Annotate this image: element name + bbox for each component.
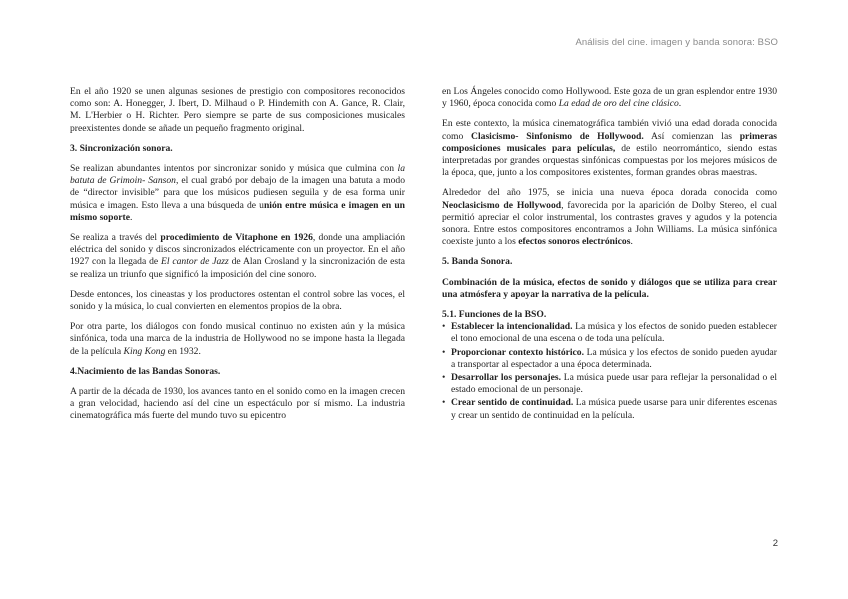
paragraph-classicism: En este contexto, la música cinematográfica también vivió una edad dorada conocida como Clasicismo- Sinfonismo de Hollywood. Así comienzan las primeras composiciones musicales para películas, de estilo neorromántico, siendo estas interpretadas por grandes orquestas sinfónicas compuestas por los mejores músicos de la época, que, junto a los compositores existentes, forman grandes obras maestras.: [442, 118, 778, 179]
page-number: 2: [772, 538, 778, 549]
list-item: • Crear sentido de continuidad. La música puede usarse para unir diferentes escenas y crear un sentido de continuidad en la película.: [442, 397, 777, 421]
bullet-icon: •: [442, 321, 446, 333]
section-heading-soundtrack: 5. Banda Sonora.: [442, 256, 513, 268]
bullet-icon: •: [442, 346, 446, 358]
paragraph-dialogues: Por otra parte, los diálogos con fondo musical continuo no existen aún y la música sinfónica, toda una marca de la industria de Hollywood no se impone hasta la llegada de la película King Kong en 1932.: [70, 321, 405, 357]
left-column: [70, 86, 405, 431]
section-heading-sync: 3. Sincronización sonora.: [70, 142, 173, 154]
list-item: • Desarrollar los personajes. La música puede usar para reflejar la personalidad o el estado emocional de un personaje.: [442, 372, 777, 396]
functions-list: [442, 321, 777, 422]
paragraph-hollywood: en Los Ángeles conocido como Hollywood. Este goza de un gran esplendor entre 1930 y 1960, época conocida como La edad de oro del cine clásico.: [442, 86, 777, 110]
paragraph-composers: En el año 1920 se unen algunas sesiones de prestigio con compositores reconocidos como son: A. Honegger, J. Ibert, D. Milhaud o P. Hindemith con A. Gance, R. Clair, M. L'Herbier o H. Richter. Pero siempre se parte de sus composiciones musicales preexistentes donde se añade un pequeño fragmento original.: [70, 86, 405, 134]
subsection-heading-functions: 5.1. Funciones de la BSO.: [442, 309, 547, 321]
paragraph-batuta: Se realizan abundantes intentos por sincronizar sonido y música que culmina con la batuta de Grimoin- Sanson, el cual grabó por debajo de la imagen una batuta a modo de “director invisible” para que los músicos pudiesen seguila y de esa forma unir música e imagen. Esto lleva a una búsqueda de unión entre música e imagen en un mismo soporte.: [70, 163, 405, 223]
paragraph-vitaphone: Se realiza a través del procedimiento de Vitaphone en 1926, donde una ampliación eléctrica del sonido y discos sincronizados eléctricamente con un proyector. En el año 1927 con la llegada de El cantor de Jazz de Alan Crosland y la sincronización de esta se realiza un triunfo que significó la imposición del cine sonoro.: [70, 232, 405, 280]
paragraph-neoclassicism: Alrededor del año 1975, se inicia una nueva época dorada conocida como Neoclasicismo de Hollywood, favorecida por la aparición de Dolby Stereo, el cual permitió apreciar el color instrumental, los contrastes graves y agudos y la potencia sonora. Entre estos compositores encontramos a John Williams. La música sinfónica coexiste junto a los efectos sonoros electrónicos.: [442, 187, 778, 248]
page-header: Análisis del cine. imagen y banda sonora: BSO: [575, 37, 778, 48]
bullet-icon: •: [442, 397, 446, 409]
right-column: [442, 86, 777, 423]
bullet-icon: •: [442, 372, 446, 384]
paragraph-control: Desde entonces, los cineastas y los productores ostentan el control sobre las voces, el sonido y la música, lo cual convierten en elementos propios de la obra.: [70, 288, 405, 313]
section-heading-birth: 4.Nacimiento de las Bandas Sonoras.: [70, 365, 221, 377]
list-item: • Establecer la intencionalidad. La música y los efectos de sonido pueden establecer el tono emocional de una escena o de toda una película.: [442, 321, 777, 345]
paragraph-definition: Combinación de la música, efectos de sonido y diálogos que se utiliza para crear una atmósfera y apoyar la narrativa de la película.: [442, 276, 777, 300]
list-item: • Proporcionar contexto histórico. La música y los efectos de sonido pueden ayudar a transportar al espectador a una época determinada.: [442, 346, 778, 370]
paragraph-1930s: A partir de la década de 1930, los avances tanto en el sonido como en la imagen crecen a gran velocidad, haciendo así del cine un espectáculo por sí mismo. La industria cinematográfica más fuerte del mundo tuvo su epicentro: [70, 386, 405, 422]
